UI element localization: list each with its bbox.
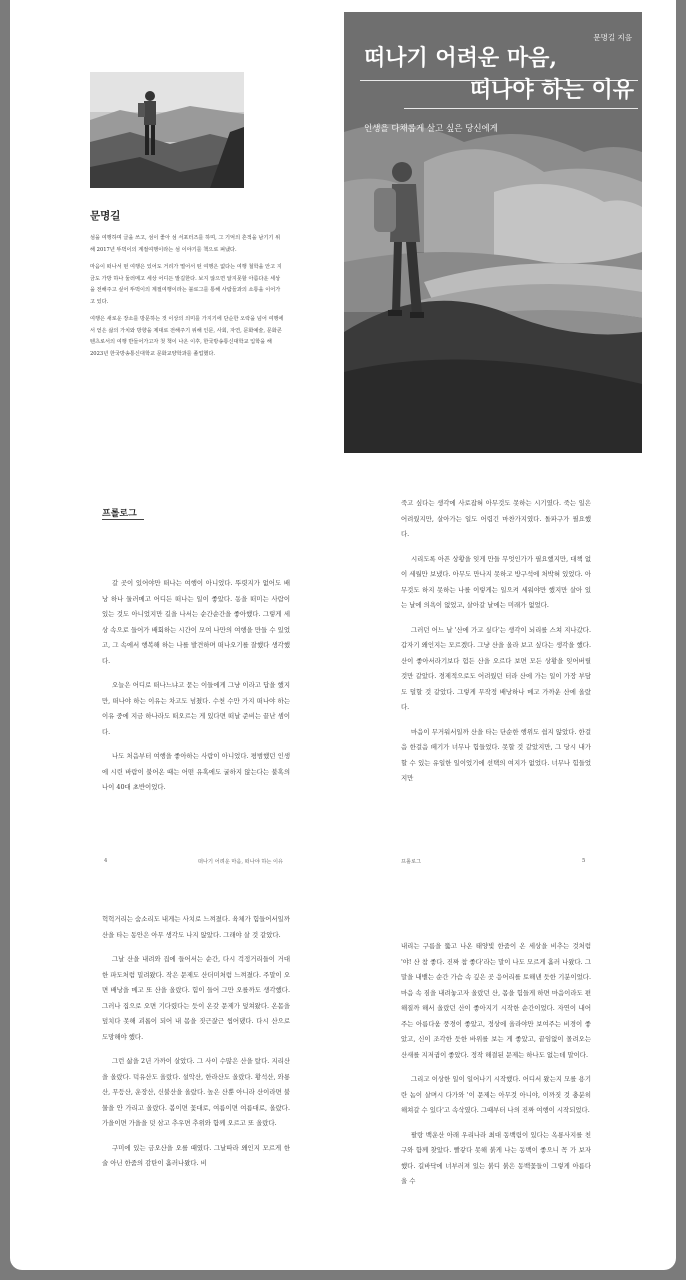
- body-paragraph: 나도 처음부터 여행을 좋아하는 사람이 아니었다. 평범했던 인생에 시린 바람이 불어온 때는 어떤 유혹에도 굴하지 않는다는 불혹의 나이 40대 초반이었다.: [102, 752, 290, 791]
- author-bio: [90, 233, 284, 366]
- body-paragraph: 시리도록 아픈 상황을 잊게 만들 무엇인가가 필요했지만, 대책 없이 세월만 보냈다. 아무도 만나지 못하고 방구석에 처박혀 있었다. 아무것도 하지 못하는 나를 이렇게는 일으켜 세워야만 했지만 살아 있는 날에 의욕이 없었고, 살아갈 날에는 미래가 없었다.: [401, 554, 591, 609]
- chapter-title-underline: [102, 519, 144, 520]
- author-photo: [90, 72, 244, 188]
- author-bio-paragraph: 섬을 여행하며 글을 쓰고, 섬이 좋아 섬 서포터즈를 하며, 그 기억의 흔적을 남기기 위해 2017년 뚜벅이의 계절여행이라는 섬 이야기를 책으로 펴냈다.: [90, 235, 281, 253]
- body-paragraph: 그날 산을 내려와 집에 들어서는 순간, 다시 걱정거리들이 거대한 파도처럼 밀려왔다. 작은 문제도 산더미처럼 느껴졌다. 주말이 오면 배낭을 메고 또 산을 올랐다. 힘이 들어 그만 오를까도 생각했다. 그러나 집으로 오면 기다렸다는 듯이 온갖 문제가 덮쳐왔다. 온몸을 덮치다 못해 괴롭이 되어 내 몸을 짓근잖근 씹어댔다. 다시 산으로 도망해야 했다.: [102, 955, 290, 1041]
- body-paragraph: 구미에 있는 금오산을 오를 때였다. 그날따라 왜인지 모르게 한술 아닌 한줌의 감탄이 흘러나왔다. 비: [102, 1143, 290, 1167]
- page-5-body: [401, 496, 591, 796]
- cover-title-line-1: 떠나기 어려운 마음,: [364, 45, 557, 71]
- book-cover: [344, 12, 642, 453]
- page-number: 4: [104, 858, 108, 864]
- body-paragraph: 죽고 싶다는 생각에 사로잡혀 아무것도 못하는 시기였다. 죽는 일은 어려웠지만, 살아가는 일도 어렵긴 마찬가지였다. 돌파구가 필요했다.: [401, 499, 591, 538]
- cover-author-credit: 문명길 지음: [593, 33, 632, 42]
- body-paragraph: 오늘은 어디로 떠나느냐고 묻는 이들에게 그냥 이라고 답을 했지만, 떠나야 하는 이유는 차고도 넘쳤다. 수천 수만 가지 떠나야 하는 이유 중에 지금 하나라도 떠오르는 게 있다면 떠날 준비는 끝난 셈이다.: [102, 681, 290, 736]
- ebook-spread-view[interactable]: [10, 0, 676, 1270]
- body-paragraph: 그런 삶을 2년 가까이 살았다. 그 사이 수많은 산을 탔다. 지리산을 올랐다. 덕유산도 올랐다. 설악산, 한라산도 올랐다. 황석산, 와룡산, 무등산, 운장산, 신불산을 올랐다. 높은 산뿐 아니라 산이라면 불물을 안 가리고 올랐다. 봄이면 꽃대로, 여름이면 여름대로, 올랐다. 가을이면 가을을 덧 삼고 추우면 추위와 함께 오르고 또 올랐다.: [102, 1057, 290, 1127]
- cover-divider: [404, 108, 638, 109]
- body-paragraph: 그리고 이상한 일이 일어나기 시작했다. 어디서 왔는지 모를 용기란 놈이 살며시 다가와 '이 문제는 아무것 아니야, 이까짓 것 충분히 해쳐갈 수 있다'고 속삭였다. 그때부터 나의 진짜 여행이 시작되었다.: [401, 1075, 591, 1114]
- body-paragraph: 갈 곳이 있어야만 떠나는 여행이 아니었다. 뚜렷지가 없어도 배낭 하나 둘러메고 어디든 떠나는 일이 좋았다. 동을 떠미는 사람이 있는 것도 아니었지만 길을 나서는 순간순간을 좋아했다. 그렇게 세상 속으로 들어가 배회하는 시간이 모여 나만의 여행을 만들 수 있었고, 그 속에서 행복해 하는 나를 발견하며 떠나오기를 잘했다 생각했다.: [102, 579, 290, 665]
- running-title: 떠나기 어려운 마음, 떠나야 하는 이유: [198, 859, 284, 865]
- author-bio-paragraph: 마음이 떠나서 떤 여행은 있어도 거리가 떨어서 떤 여행은 없다는 여행 철학을 안고 지금도 가방 하나 둘러메고 세상 어디든 발길한다. 보지 않으면 알지못할 아름다운 세상을 전해주고 싶어 뚜벅이의 계절여행이라는 블로그를 통해 사람들과의 소통을 이어가고 있다.: [90, 264, 282, 305]
- author-bio-paragraph: 여행은 새로운 장소를 방문하는 것 이상의 의미를 가지기에 단순한 오락을 넘어 여행에서 얻은 삶의 가치와 방향을 제대로 전해주기 위해 인문, 사회, 자연, 문화예술, 문화콘텐츠로서의 여행 반들어가고자 첫 책이 나온 이후, 한국방송통신대학교 입학을 해 2023년 한국방송통신대학교 문화교양학과를 졸업했다.: [90, 316, 284, 357]
- body-paragraph: 팔랑 백운산 아래 우리나라 최대 동백림이 있다는 옥룡사지를 친구와 함께 찾았다. 빨갛다 못해 붉게 나는 동백이 좋으니 꼭 가 보자 했다. 길바닥에 너부러져 있는 붉디 붉은 동백꽃들이 그렇게 아름다울 수: [401, 1130, 591, 1185]
- cover-divider: [360, 80, 638, 81]
- body-paragraph: 그러던 어느 날 '산에 가고 싶다'는 생각이 뇌리를 스쳐 지나갔다. 갑자기 왜인지는 모르겠다. 그냥 산을 올라 보고 싶다는 생각을 했다. 산이 좋아서라기보다 험든 산을 오르다 보면 모든 상황을 잊어버릴 것만 같았다. 경제적으로도 어려웠던 터라 산에 가는 일이 가장 부담도 덜할 것 같았다. 그렇게 무작정 배낭하나 메고 가까운 산에 올랐다.: [401, 625, 591, 711]
- cover-title: [364, 42, 634, 106]
- page-7-body: [401, 939, 591, 1199]
- cover-title-line-2: 떠나야 하는 이유: [469, 77, 634, 103]
- body-paragraph: 내리는 구름을 뚫고 나온 태양빛 한줌이 온 세상을 비추는 것처럼 '야! 산 참 좋다. 진짜 참 좋다'라는 말이 나도 모르게 흘러 나왔다. 그 말을 내뱉는 순간 가슴 속 깊은 곳 응어리를 토해낸 듯한 기분이었다. 마음 속 짐을 내려놓고자 올랐던 산, 몸을 힘들게 하면 마음이라도 편해질까 해서 올랐던 산이 좋아지기 시작한 순간이었다. 자연이 내어주는 아름다움 풍경이 좋았고, 정상에 올라야만 보여주는 비경이 좋았고, 신이 조각한 듯한 바위를 보는 게 좋았고, 끝임없이 몰려오는 산새를 지저귐이 좋았다. 정작 해결된 문제는 하나도 없는데 말이다.: [401, 942, 591, 1059]
- running-title: 프롤로그: [401, 859, 422, 865]
- body-paragraph: 헉헉거리는 숨소리도 내게는 사치로 느껴졌다. 육체가 힘들어서일까 산을 타는 동안은 아무 생각도 나지 않았다. 그래야 살 것 같았다.: [102, 915, 290, 939]
- page-4-body: [102, 576, 290, 805]
- body-paragraph: 마음이 무거워서일까 산을 타는 단순한 행위도 쉽지 않았다. 한걸음 한걸음 떼기가 너무나 힘들었다. 못할 것 같았지만, 그 당시 내가 할 수 있는 유일한 일이었기에 선택의 여지가 없었다. 너무나 힘들었지만: [401, 727, 591, 782]
- page-6-body: [102, 912, 290, 1181]
- chapter-title: 프롤로그: [102, 509, 137, 519]
- author-name: 문명길: [90, 210, 121, 222]
- cover-subtitle: 인생을 다채롭게 살고 싶은 당신에게: [364, 124, 498, 134]
- page-number: 5: [582, 858, 586, 864]
